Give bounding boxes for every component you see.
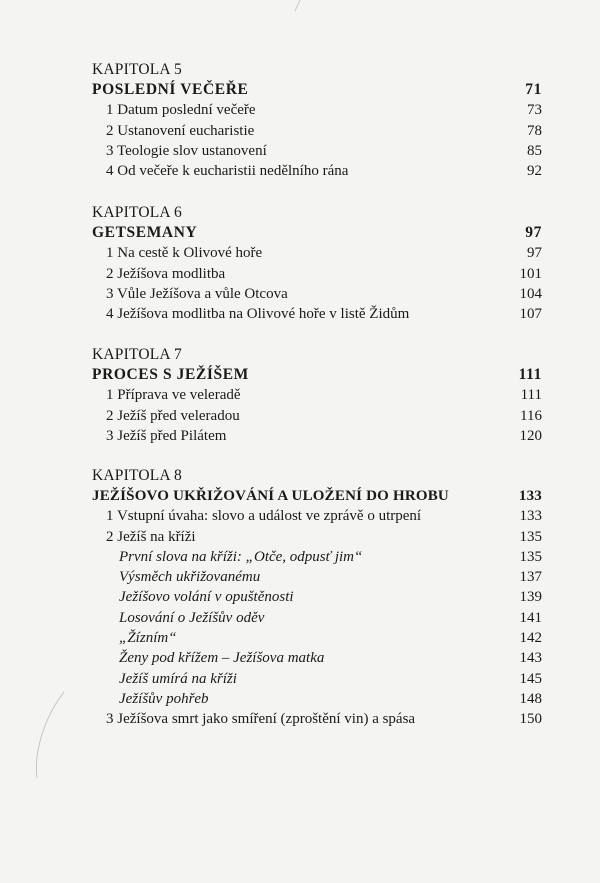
toc-subentry-page: 148 <box>519 690 542 707</box>
toc-entry-page: 111 <box>520 387 542 404</box>
toc-entry[interactable] <box>92 426 542 446</box>
toc-entry-page: 135 <box>519 528 542 545</box>
chapter-title-row[interactable] <box>92 80 542 100</box>
chapter-title: GETSEMANY <box>92 224 198 241</box>
toc-entry-text: 2 Ježíšova modlitba <box>106 265 226 282</box>
toc-entry-text: 1 Datum poslední večeře <box>106 102 256 119</box>
toc-entry-page: 150 <box>519 711 542 728</box>
toc-subentry[interactable] <box>92 608 542 628</box>
chapter-title-row[interactable] <box>92 486 542 506</box>
toc-entry-text: 1 Příprava ve veleradě <box>106 387 241 404</box>
toc-subentry[interactable] <box>92 628 542 648</box>
toc-entry-text: 1 Na cestě k Olivové hoře <box>106 245 263 262</box>
chapter-page-number: 97 <box>525 224 542 241</box>
toc-entry-text: 2 Ježíš před veleradou <box>106 407 240 424</box>
toc-entry-text: 2 Ustanovení eucharistie <box>106 122 255 139</box>
toc-entry-page: 104 <box>519 285 542 302</box>
toc-subentry-page: 145 <box>519 670 542 687</box>
toc-entry-page: 120 <box>519 427 542 444</box>
toc-entry-page: 78 <box>527 122 542 139</box>
toc-subentry-text: Ježíšovo volání v opuštěnosti <box>119 589 294 606</box>
scan-mark <box>28 690 68 780</box>
chapter-page-number: 111 <box>518 366 542 383</box>
chapter-title: POSLEDNÍ VEČEŘE <box>92 81 249 98</box>
toc-entry-page: 85 <box>527 142 542 159</box>
toc-entry-page: 107 <box>519 306 542 323</box>
toc-entry[interactable] <box>92 243 542 263</box>
toc-subentry[interactable] <box>92 689 542 709</box>
toc-subentry-page: 135 <box>519 548 542 565</box>
toc-subentry-page: 139 <box>519 589 542 606</box>
toc-entry-page: 101 <box>519 265 542 282</box>
chapter-7 <box>92 345 542 446</box>
toc-entry[interactable] <box>92 385 542 405</box>
toc-entry[interactable] <box>92 161 542 181</box>
chapter-page-number: 71 <box>525 81 542 98</box>
toc-subentry-text: „Žízním“ <box>119 630 177 647</box>
toc-subentry[interactable] <box>92 567 542 587</box>
toc-entry-text: 1 Vstupní úvaha: slovo a událost ve zprávě o utrpení <box>106 508 422 525</box>
toc-entry-text: 3 Ježíš před Pilátem <box>106 427 227 444</box>
toc-subentry[interactable] <box>92 587 542 607</box>
toc-subentry-page: 142 <box>519 630 542 647</box>
toc-entry-page: 116 <box>520 407 542 424</box>
chapter-page-number: 133 <box>518 488 542 504</box>
toc-entry[interactable] <box>92 709 542 729</box>
chapter-title: PROCES S JEŽÍŠEM <box>92 366 249 383</box>
chapter-5 <box>92 60 542 181</box>
toc-subentry[interactable] <box>92 648 542 668</box>
toc-entry[interactable] <box>92 121 542 141</box>
chapter-title-row[interactable] <box>92 365 542 385</box>
toc-entry-text: 3 Ježíšova smrt jako smíření (zproštění vin) a spása <box>106 711 416 728</box>
chapter-label: KAPITOLA 6 <box>92 204 182 221</box>
toc-entry[interactable] <box>92 406 542 426</box>
toc-entry-text: 4 Od večeře k eucharistii nedělního rána <box>106 163 349 180</box>
toc-subentry-page: 143 <box>519 650 542 667</box>
chapter-6 <box>92 203 542 324</box>
toc-subentry-page: 137 <box>519 569 542 586</box>
toc-entry-page: 73 <box>527 102 542 119</box>
toc-entry-page: 92 <box>527 163 542 180</box>
toc-entry-text: 4 Ježíšova modlitba na Olivové hoře v listě Židům <box>106 306 410 323</box>
toc-subentry-text: Ježíš umírá na kříži <box>119 670 237 687</box>
chapter-title: JEŽÍŠOVO UKŘIŽOVÁNÍ A ULOŽENÍ DO HROBU <box>92 488 449 504</box>
toc-entry[interactable] <box>92 264 542 284</box>
toc-entry-text: 2 Ježíš na kříži <box>106 528 196 545</box>
toc-subentry[interactable] <box>92 669 542 689</box>
toc-subentry-text: První slova na kříži: „Otče, odpusť jim“ <box>119 548 363 565</box>
toc-entry[interactable] <box>92 100 542 120</box>
chapter-8 <box>92 466 542 730</box>
toc-subentry-text: Losování o Ježíšův oděv <box>119 609 265 626</box>
chapter-label: KAPITOLA 7 <box>92 346 182 363</box>
chapter-title-row[interactable] <box>92 223 542 243</box>
toc-entry-text: 3 Teologie slov ustanovení <box>106 142 267 159</box>
scan-mark <box>292 0 302 12</box>
toc-entry-page: 97 <box>527 245 542 262</box>
toc-entry[interactable] <box>92 506 542 526</box>
toc-subentry-text: Ženy pod křížem – Ježíšova matka <box>119 650 325 667</box>
toc-subentry[interactable] <box>92 547 542 567</box>
chapter-label: KAPITOLA 8 <box>92 467 182 484</box>
chapter-label: KAPITOLA 5 <box>92 61 182 78</box>
toc-subentry-page: 141 <box>519 609 542 626</box>
toc-entry-text: 3 Vůle Ježíšova a vůle Otcova <box>106 285 288 302</box>
toc-entry-page: 133 <box>519 508 542 525</box>
toc-entry[interactable] <box>92 141 542 161</box>
toc-subentry-text: Výsměch ukřižovanému <box>119 569 261 586</box>
toc-entry[interactable] <box>92 284 542 304</box>
toc-entry[interactable] <box>92 527 542 547</box>
toc-subentry-text: Ježíšův pohřeb <box>119 690 209 707</box>
toc-entry[interactable] <box>92 304 542 324</box>
